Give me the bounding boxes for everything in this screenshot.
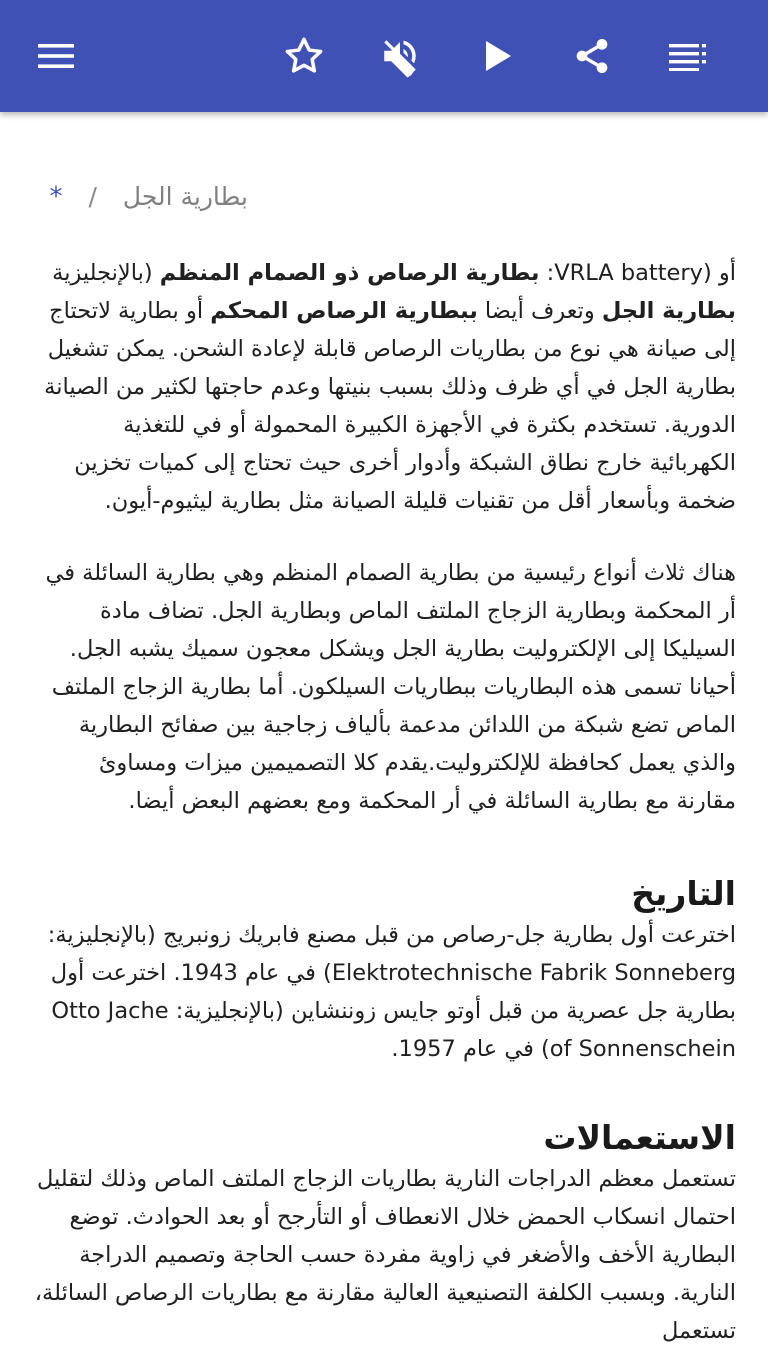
intro-bold-term: بطارية الرصاص ذو الصمام المنظم: [159, 260, 540, 286]
share-icon: [572, 36, 612, 76]
intro-bold-term: بطارية الجل: [601, 298, 736, 324]
intro-text: أو (: [702, 260, 736, 286]
breadcrumb-current: بطارية الجل: [122, 182, 248, 211]
volume-off-icon: [379, 35, 421, 77]
article-body: [34, 254, 736, 1350]
bookmark-button[interactable]: [276, 28, 332, 84]
intro-text: (بالإنجليزية: [52, 260, 160, 286]
intro-paragraph: [34, 254, 736, 520]
breadcrumb-separator: /: [88, 182, 97, 211]
breadcrumb-home-link[interactable]: *: [49, 182, 63, 212]
play-icon: [483, 40, 513, 72]
history-paragraph: اخترعت أول بطارية جل-رصاص من قبل مصنع فابريك زونبريج (بالإنجليزية: Elektrotechnische Fabrik Sonneberg) في عام 1943. اخترعت أول بطارية جل عصرية من قبل أوتو جايس زوننشاين (بالإنجليزية: Otto Jache of Sonnenschein) في عام 1957.: [47, 922, 736, 1062]
menu-button[interactable]: [28, 28, 84, 84]
types-paragraph: هناك ثلاث أنواع رئيسية من بطارية الصمام المنظم وهي بطارية السائلة في أر المحكمة وبطارية الزجاج الملتف الماص وبطارية الجل. تضاف مادة السيليكا إلى الإلكتروليت بطارية الجل ويشكل معجون سميك يشبه الجل. أحيانا تسمى هذه البطاريات ببطاريات السيلكون. أما بطارية الزجاج الملتف الماص تضع شبكة من اللدائن مدعمة بألياف زجاجية بين صفائح البطارية والذي يعمل كحافظة للإلكتروليت.يقدم كلا التصميمين ميزات ومساوئ مقارنة مع بطارية السائلة في أر المحكمة ومع بعضهم البعض أيضا.: [45, 560, 736, 814]
share-button[interactable]: [564, 28, 620, 84]
app-toolbar: [0, 0, 768, 112]
uses-paragraph: تستعمل معظم الدراجات النارية بطاريات الزجاج الملتف الماص وذلك لتقليل احتمال انسكاب الحمض خلال الانعطاف أو التأرجح أو بعد الحوادث. توضع البطارية الأخف والأضغر في زاوية مفردة حسب الحاجة وتصميم الدراجة النارية. وبسبب الكلفة التصنيعية العالية مقارنة مع بطاريات الرصاص السائلة، تستعمل: [34, 1166, 736, 1344]
article-content: [0, 112, 768, 1344]
history-heading: التاريخ: [631, 874, 736, 913]
intro-text: وتعرف أيضا: [477, 298, 602, 324]
toc-list-icon: [669, 41, 707, 71]
intro-text: أو بطارية لاتحتاج إلى صيانة هي نوع من بطاريات الرصاص قابلة لإعادة الشحن. يمكن تشغيل بطارية الجل في أي ظرف وذلك بسبب بنيتها وعدم حاجتها لكثير من الصيانة الدورية. تستخدم بكثرة في الأجهزة الكبيرة المحمولة أو في للتغذية الكهربائية خارج نطاق الشبكة وأدوار أخرى حيث تحتاج إلى كميات تخزين ضخمة وبأسعار أقل من تقنيات قليلة الصيانة مثل بطارية ليثيوم-أيون.: [44, 298, 736, 514]
intro-text: :: [539, 260, 555, 286]
star-outline-icon: [283, 35, 325, 77]
play-button[interactable]: [470, 28, 526, 84]
uses-heading: الاستعمالات: [543, 1118, 736, 1157]
mute-button[interactable]: [372, 28, 428, 84]
intro-english-term: VRLA battery: [554, 260, 703, 286]
menu-icon: [38, 38, 74, 74]
intro-bold-term: ببطارية الرصاص المحكم: [210, 298, 478, 324]
contents-button[interactable]: [660, 28, 716, 84]
breadcrumb: [49, 182, 248, 212]
